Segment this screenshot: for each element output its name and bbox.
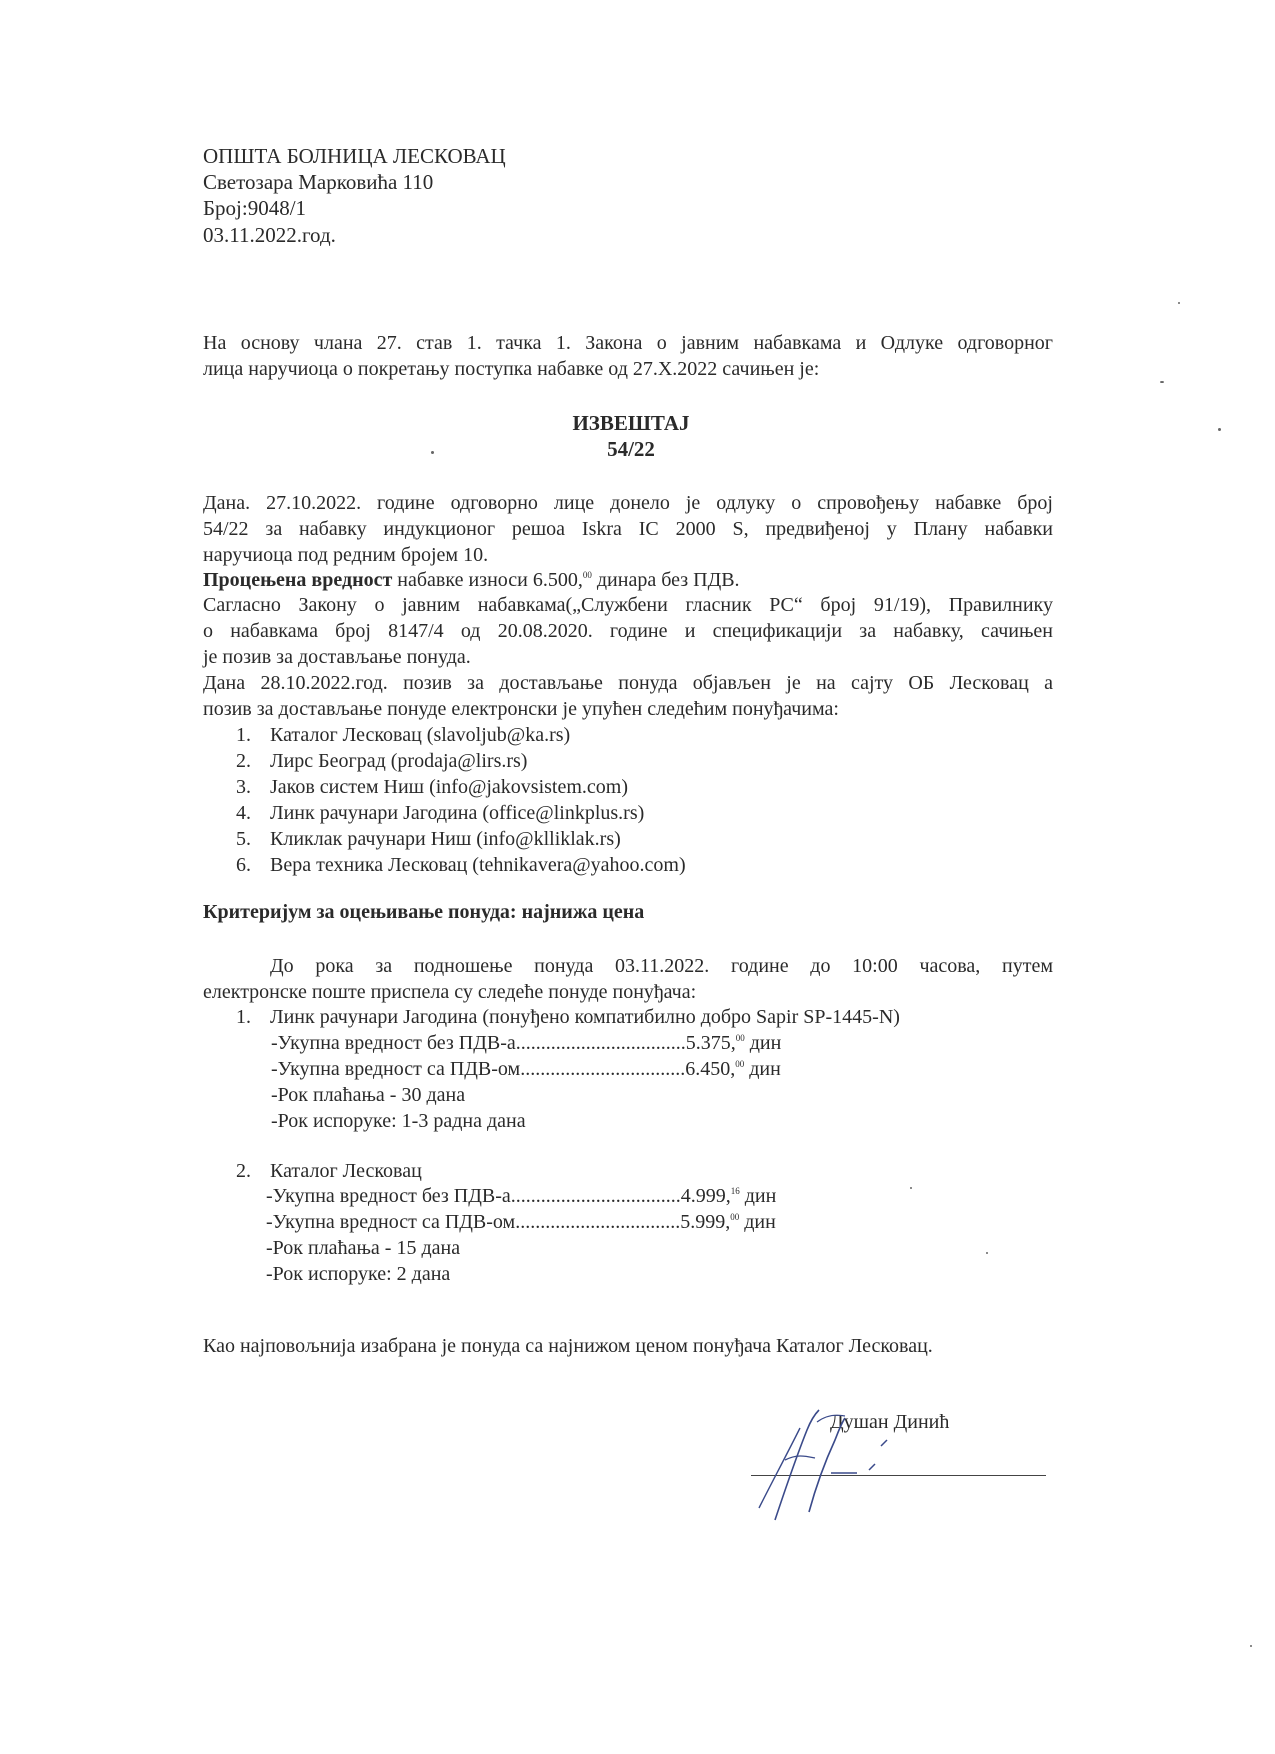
report-number: 54/22 [607, 437, 655, 461]
estimated-value-text: набавке износи 6.500, [392, 569, 583, 591]
document-number: Број:9048/1 [203, 196, 307, 220]
list-item: 2. Лирс Београд (prodaja@lirs.rs) [236, 750, 528, 772]
offer-delivery-term: -Рок испоруке: 2 дана [266, 1263, 451, 1285]
offer-price-with-vat: -Укупна вредност са ПДВ-ом.................................6.450,00 дин [271, 1058, 781, 1080]
p1-line-3: наручиоца под редним бројем 10. [203, 544, 489, 566]
institution-name: ОПШТА БОЛНИЦА ЛЕСКОВАЦ [203, 144, 506, 168]
offer-payment-term: -Рок плаћања - 30 дана [271, 1084, 466, 1106]
p3-line-1: Дана 28.10.2022.год. позив за достављање понуда објављен је на сајту ОБ Лесковац а [203, 672, 1053, 694]
list-item: 4. Линк рачунари Јагодина (office@linkplus.rs) [236, 802, 645, 824]
list-item: 1. Каталог Лесковац (slavoljub@ka.rs) [236, 724, 571, 746]
offer-price-without-vat: -Укупна вредност без ПДВ-а..................................5.375,00 дин [271, 1032, 782, 1054]
list-item: 5. Кликлак рачунари Ниш (info@klliklak.rs) [236, 828, 621, 850]
p1-line-2: 54/22 за набавку индукционог решоа Iskra IC 2000 S, предвиђеној у Плану набавки [203, 518, 1053, 540]
p2-line-3: је позив за достављање понуда. [203, 646, 471, 668]
p2-line-2: о набавкама број 8147/4 од 20.08.2020. године и спецификацији за набавку, сачињен [203, 620, 1053, 642]
estimated-value-suffix: динара без ПДВ. [591, 569, 740, 591]
estimated-value-decimals: 00 [582, 570, 592, 580]
p2-line-1: Сагласно Закону о јавним набавкама(„Службени гласник РС“ број 91/19), Правилнику [203, 594, 1053, 616]
offer-payment-term: -Рок плаћања - 15 дана [266, 1237, 461, 1259]
deadline-line-2: електронске поште приспела су следеће понуде понуђача: [203, 981, 697, 1003]
p1-line-1: Дана. 27.10.2022. године одговорно лице донело је одлуку о спровођењу набавке број [203, 492, 1053, 514]
scan-speck [1218, 428, 1221, 431]
offer-name: 1. Линк рачунари Јагодина (понуђено компатибилно добро Sapir SP-1445-N) [236, 1006, 900, 1028]
offer-name: 2. Каталог Лесковац [236, 1160, 422, 1182]
offer-price-without-vat: -Укупна вредност без ПДВ-а..................................4.999,16 дин [266, 1185, 777, 1207]
list-item: 3. Јаков систем Ниш (info@jakovsistem.com) [236, 776, 629, 798]
list-item: 6. Вера техника Лесковац (tehnikavera@yahoo.com) [236, 854, 686, 876]
p3-line-2: позив за достављање понуде електронски је упућен следећим понуђачима: [203, 698, 839, 720]
scan-speck [1250, 1645, 1252, 1647]
evaluation-criterion: Критеријум за оцењивање понуда: најнижа цена [203, 901, 645, 923]
scan-speck [1160, 381, 1164, 383]
document-date: 03.11.2022.год. [203, 223, 336, 247]
estimated-value [203, 568, 740, 592]
signatory-name: Душан Динић [830, 1411, 950, 1433]
conclusion: Као најповољнија изабрана је понуда са најнижом ценом понуђача Каталог Лесковац. [203, 1335, 933, 1357]
offer-price-with-vat: -Укупна вредност са ПДВ-ом.................................5.999,00 дин [266, 1211, 776, 1233]
estimated-value-label: Процењена вредност [203, 569, 393, 591]
offer-delivery-term: -Рок испоруке: 1-3 радна дана [271, 1110, 526, 1132]
scan-speck [1178, 302, 1180, 304]
handwritten-signature [745, 1400, 975, 1530]
deadline-line-1: До рока за подношење понуда 03.11.2022. године до 10:00 часова, путем [270, 955, 1053, 977]
scan-speck [431, 451, 434, 454]
institution-address: Светозара Марковића 110 [203, 170, 434, 194]
scan-speck [986, 1252, 988, 1254]
intro-line-2: лица наручиоца о покретању поступка набавке од 27.X.2022 сачињен је: [203, 358, 820, 380]
scan-speck [910, 1187, 912, 1189]
report-title: ИЗВЕШТАЈ [572, 411, 690, 435]
intro-line-1: На основу члана 27. став 1. тачка 1. Закона о јавним набавкама и Одлуке одговорног [203, 332, 1053, 354]
